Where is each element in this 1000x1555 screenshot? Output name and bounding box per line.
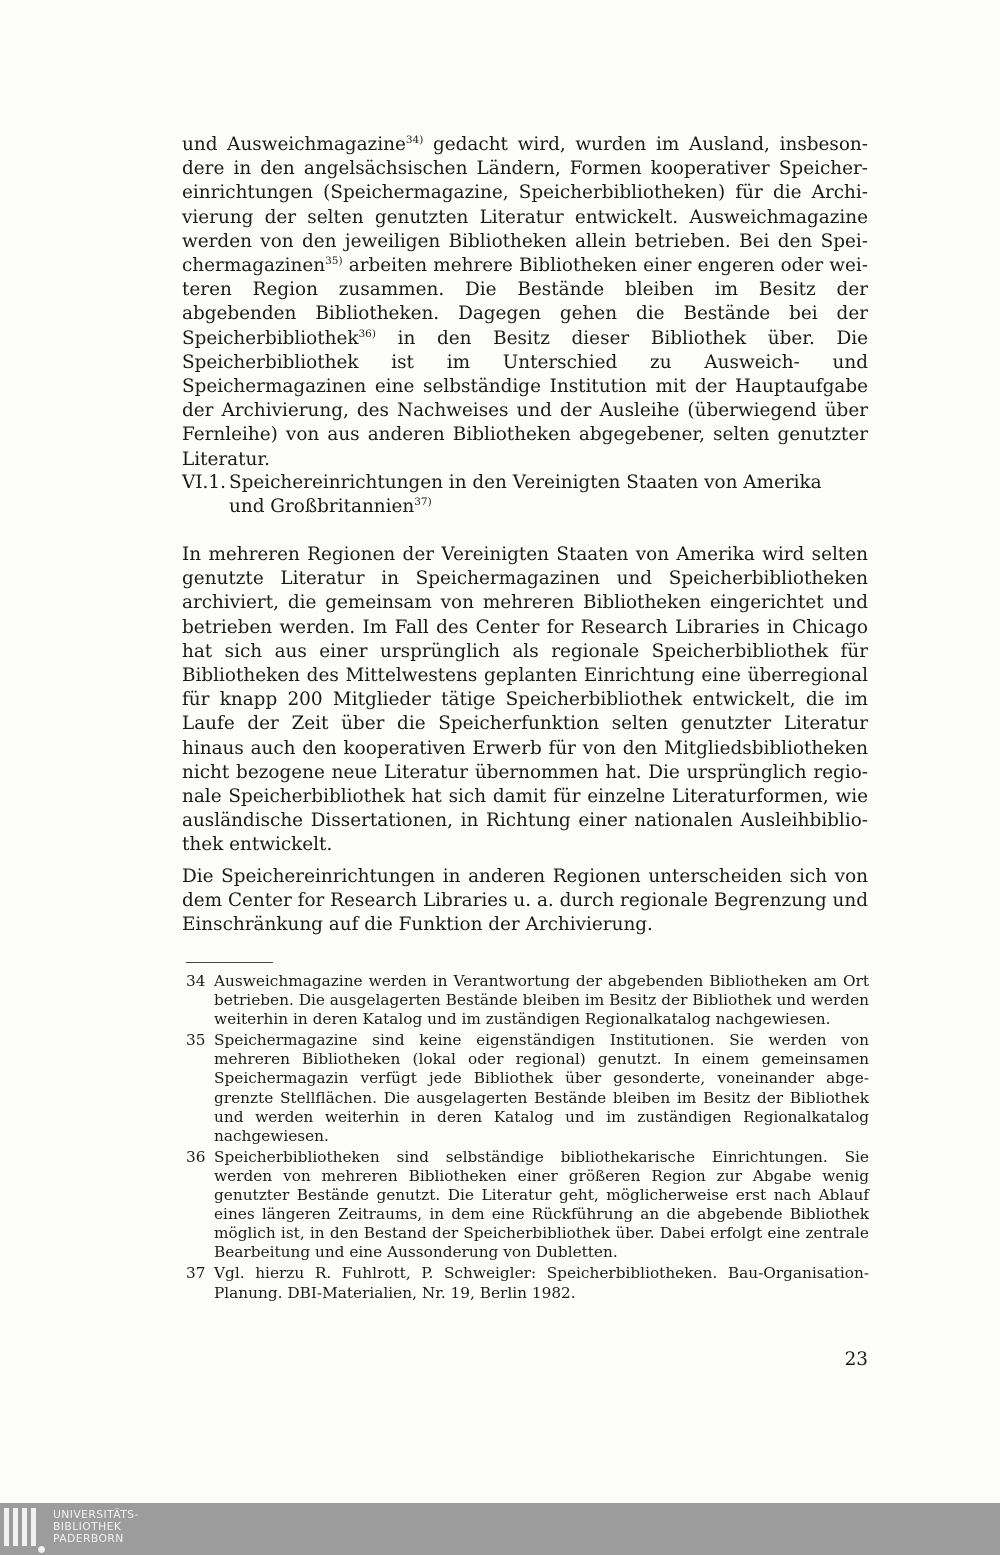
footnote-ref-37[interactable]: 37) <box>414 496 432 509</box>
footnote-number: 34 <box>186 972 206 990</box>
footnote-number: 37 <box>186 1264 206 1283</box>
footnote-divider <box>186 962 273 963</box>
section-title-line-1: Speichereinrichtungen in den Vereinigten Staaten von Amerika <box>229 472 822 493</box>
footnotes <box>186 972 869 1305</box>
footnote-number: 36 <box>186 1147 206 1166</box>
paragraph-text: arbeiten mehrere Bibliotheken einer engeren oder weiteren Region zusammen. Die Bestände bleiben im Besitz der abgebenden Bibliotheken. Dagegen gehen die Bestände bei der Speicherbibliothek <box>182 255 868 349</box>
footnote-text: Ausweichmagazine werden in Verantwortung der abgebenden Bibliotheken am Ort betrieben. Die ausgelagerten Bestände bleiben im Besitz der Bibliothek und werden weiterhin in deren Katalog und im zuständigen Regionalkatalog nachgewiesen. <box>214 972 869 1029</box>
section-number: VI.1. <box>182 472 226 493</box>
footnote-number: 35 <box>186 1031 206 1050</box>
paragraph-text: In mehreren Regionen der Vereinigten Staaten von Amerika wird selten genutzte Literatur in Speichermagazinen und Speicherbibliotheken archiviert, die gemeinsam von mehreren Bibliotheken eingerichtet und betrieben werden. Im Fall des Center for Research Libraries in Chicago hat sich aus einer ursprünglich als regionale Speicherbibliothek für Bibliotheken des Mittelwestens geplanten Einrichtung eine überregional für knapp 200 Mitglieder tätige Speicherbibliothek entwickelt, die im Laufe der Zeit über die Speicherfunktion selten genutzter Literatur hinaus auch den kooperativen Erwerb für von den Mitgliedsbibliotheken nicht bezogene neue Literatur übernommen hat. Die ursprünglich regionale Speicherbibliothek hat sich damit für einzelne Literaturformen, wie ausländische Dissertationen, in Richtung einer nationalen Ausleihbibliothek entwickelt. <box>182 544 868 856</box>
footnote-ref-36[interactable]: 36) <box>358 327 376 340</box>
footnote-text: Speichermagazine sind keine eigenständigen Institutionen. Sie werden von mehreren Bibliotheken (lokal oder regional) genutzt. In einem gemeinsamen Speichermagazin verfügt jede Bibliothek über gesonderte, voneinander abgegrenzte Stellflächen. Die ausgelagerten Bestände bleiben im Besitz der Bibliothek und werden weiterhin in deren Katalog und im zuständigen Regionalkatalog nachgewiesen. <box>214 1031 869 1145</box>
paragraph-text: gedacht wird, wurden im Ausland, insbesondere in den angelsächsischen Ländern, Formen kooperativer Speichereinrichtungen (Speichermagazine, Speicherbibliotheken) für die Archivierung der selten genutzten Literatur entwickelt. Ausweichmagazine werden von den jeweiligen Bibliotheken allein betrieben. Bei den Speichermagazinen <box>182 134 868 277</box>
library-name <box>53 1509 139 1545</box>
page-number: 23 <box>844 1349 868 1370</box>
paragraph-text: in den Besitz dieser Bibliothek über. Die Speicherbibliothek ist im Unterschied zu Ausweich- und Speichermagazinen eine selbständige Institution mit der Hauptaufgabe der Archivierung, des Nachweises und der Ausleihe (überwiegend über Fernleihe) von aus anderen Bibliotheken abgegebener, selten genutzter Literatur. <box>182 327 868 470</box>
library-logo-icon <box>4 1508 36 1550</box>
paragraph-text: Die Speichereinrichtungen in anderen Regionen unterscheiden sich von dem Center for Research Libraries u. a. durch regionale Begrenzung und Einschränkung auf die Funktion der Archivierung. <box>182 866 868 936</box>
section-title-line-2: und Großbritannien <box>229 496 415 518</box>
section-heading <box>182 471 868 519</box>
footnote-36 <box>186 1148 869 1263</box>
footnote-text: Speicherbibliotheken sind selbständige bibliothekarische Einrichtungen. Sie werden von mehreren Bibliotheken einer größeren Region zur Abgabe wenig genutzter Bestände genutzt. Die Literatur geht, möglicherweise erst nach Ablauf eines längeren Zeitraums, in dem eine Rückführung an die abgebende Bibliothek möglich ist, in den Bestand der Speicherbibliothek über. Dabei erfolgt eine zentrale Bearbeitung und eine Aussonderung von Dubletten. <box>214 1147 869 1262</box>
footnote-ref-34[interactable]: 34) <box>405 134 424 146</box>
footnote-34 <box>186 972 869 1029</box>
logo-dot <box>38 1546 45 1553</box>
footnote-text: Vgl. hierzu R. Fuhlrott, P. Schweigler: Speicherbibliotheken. Bau-Organisation-Planung. DBI-Materialien, Nr. 19, Berlin 1982. <box>214 1264 869 1302</box>
footnote-35 <box>186 1031 869 1146</box>
library-name-line-2: BIBLIOTHEK <box>53 1520 122 1533</box>
paragraph-text: und Ausweichmagazine <box>182 134 406 155</box>
footnote-ref-35[interactable]: 35) <box>325 255 343 268</box>
library-footer-bar <box>0 1503 1000 1555</box>
body-paragraph-2 <box>182 543 868 858</box>
body-paragraph-3 <box>182 865 868 938</box>
library-name-line-3: PADERBORN <box>53 1532 124 1545</box>
body-paragraph-1 <box>182 133 868 472</box>
footnote-37 <box>186 1264 869 1302</box>
library-name-line-1: UNIVERSITÄTS- <box>53 1508 139 1521</box>
